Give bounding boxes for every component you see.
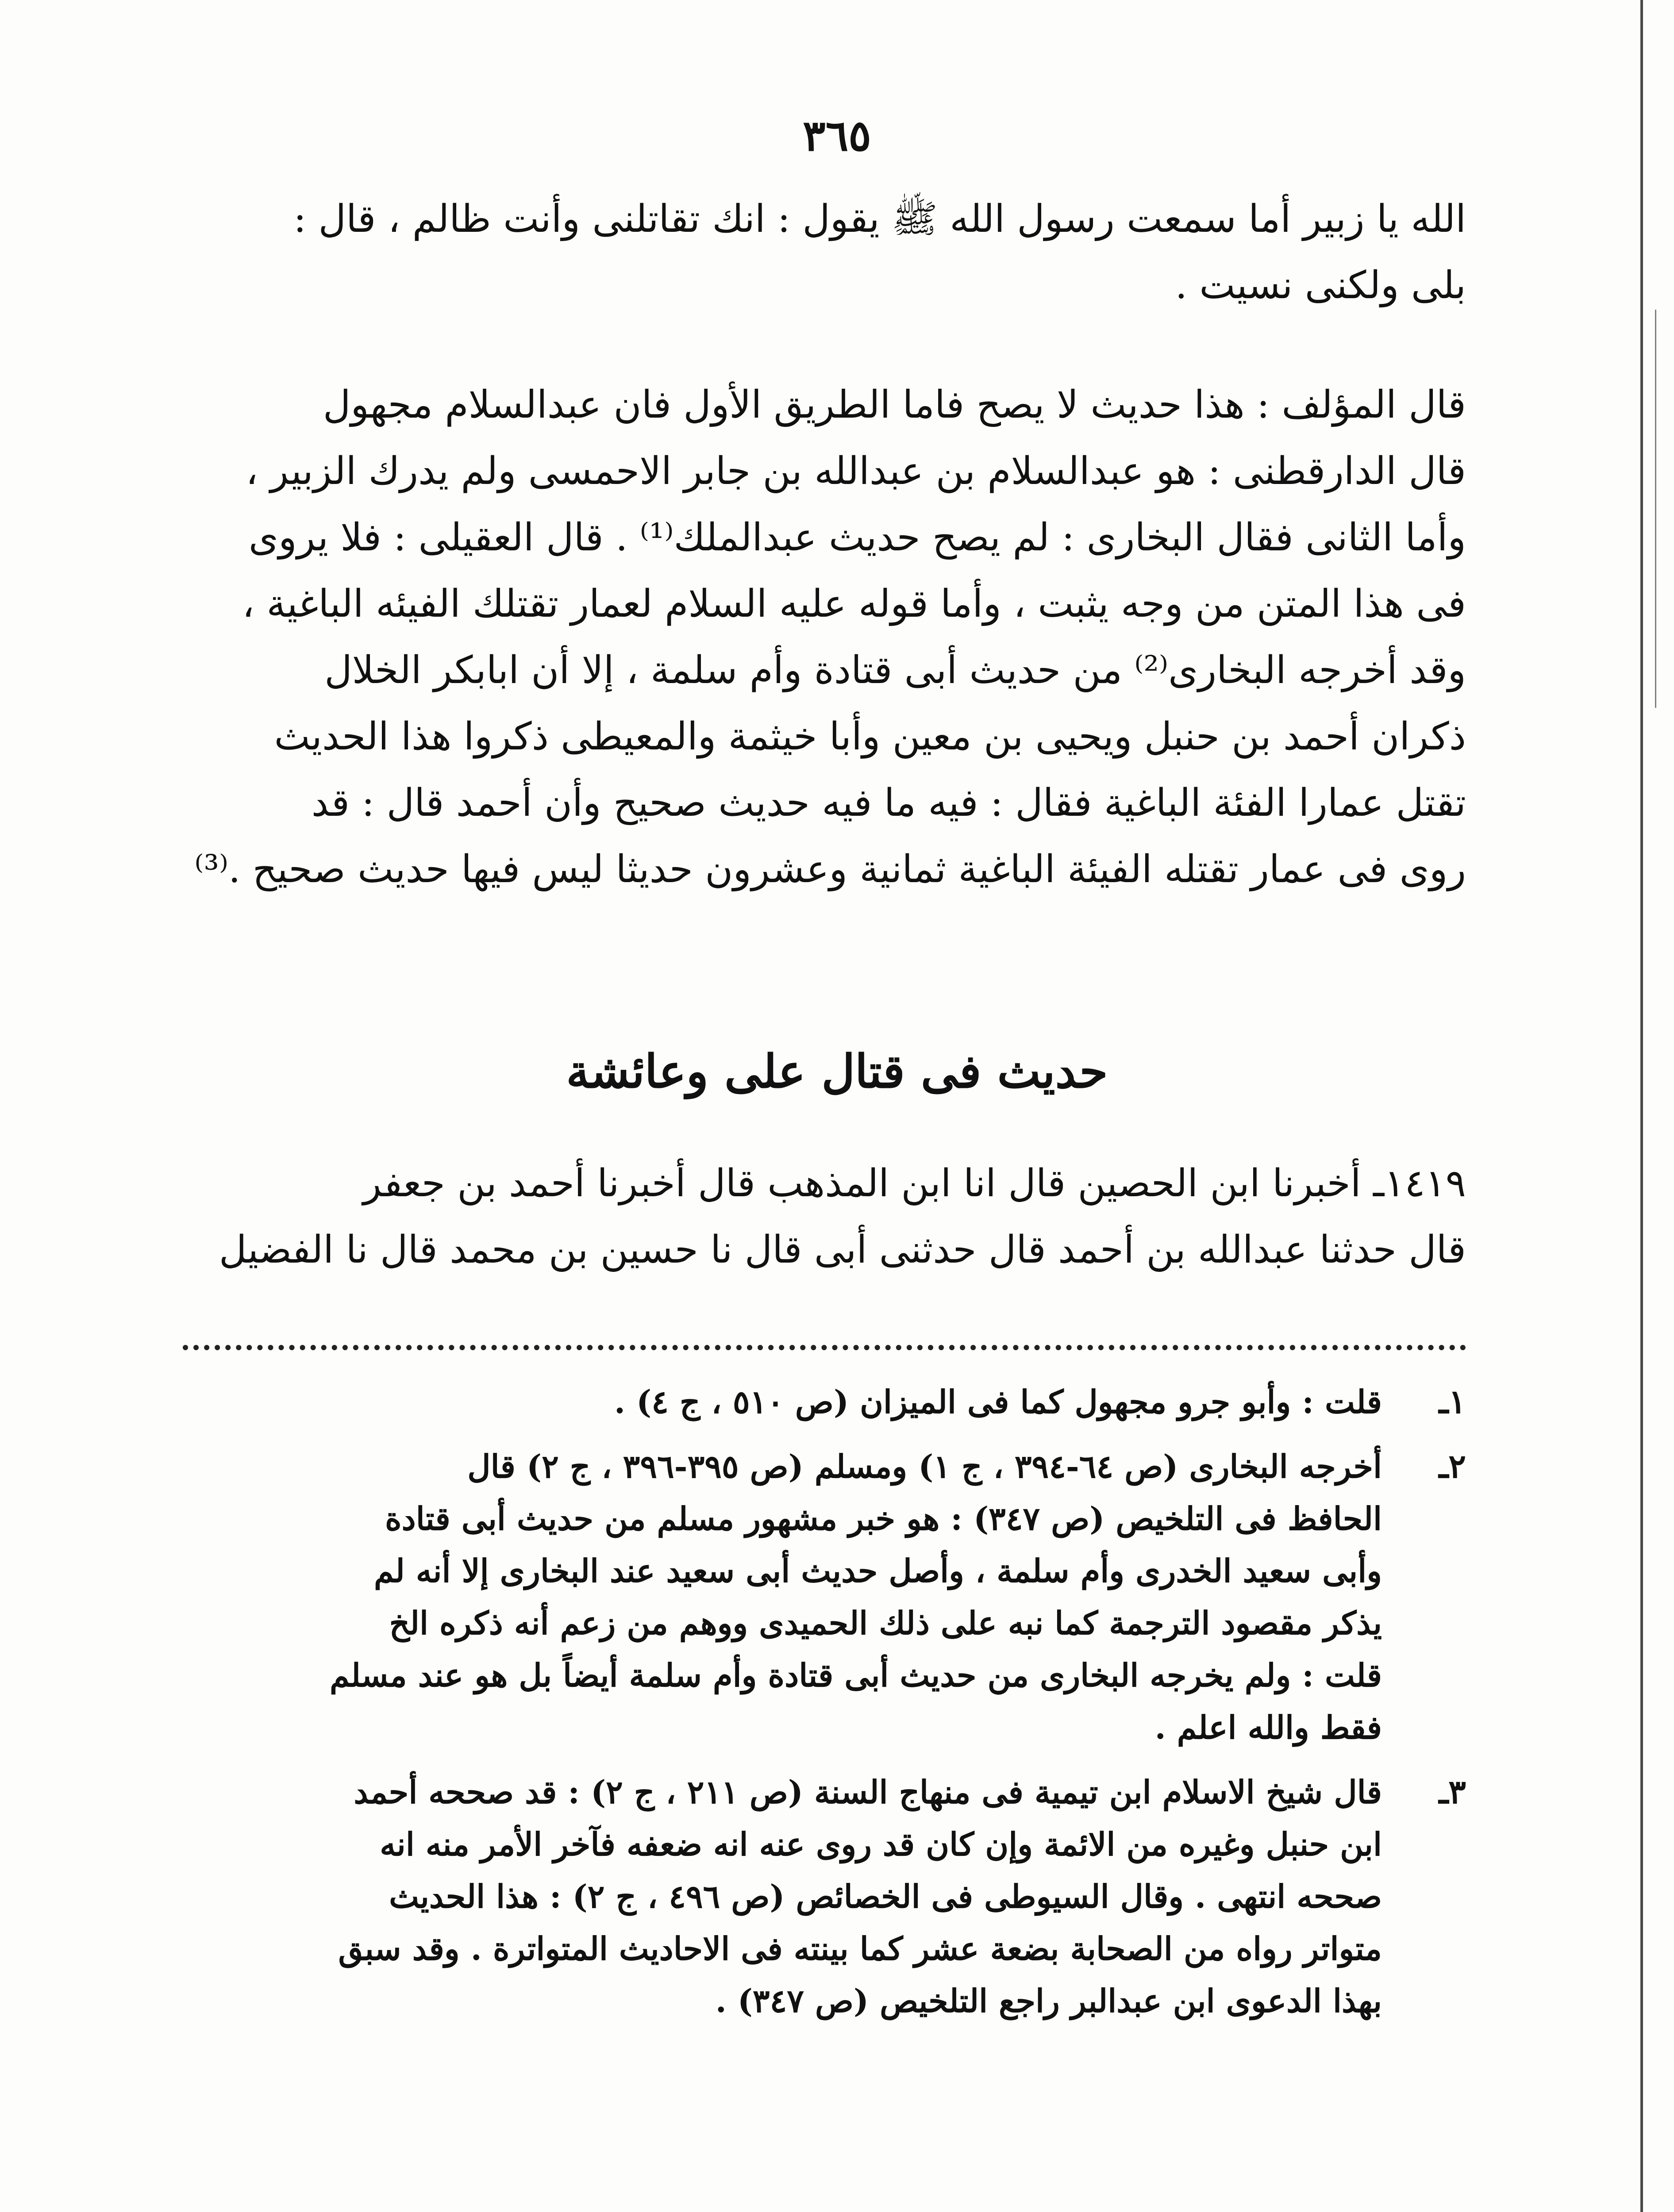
footnote-line: أخرجه البخارى (ص ٦٤-٣٩٤ ، ج ١) ومسلم (ص ٣٩٥-٣٩٦ ، ج ٢) قال [467,1448,1382,1485]
footnote-marker: ١ـ [1439,1383,1466,1421]
footnote-2 [183,1440,1466,1754]
text-line: قال حدثنا عبدالله بن أحمد قال حدثنى أبى قال نا حسين بن محمد قال نا الفضيل [219,1228,1466,1272]
hadith-isnad-paragraph [183,1150,1466,1283]
page-number: ٣٦٥ [803,111,871,161]
footnote-line: صححه انتهى . وقال السيوطى فى الخصائص (ص ٤٩٦ ، ج ٢) : هذا الحديث [389,1878,1382,1915]
footnote-3 [183,1766,1466,2027]
text-line: قال المؤلف : هذا حديث لا يصح فاما الطريق الأول فان عبدالسلام مجهول [323,383,1466,427]
text-line: وقد أخرجه البخارى⁽²⁾ من حديث أبى قتادة وأم سلمة ، إلا أن ابابكر الخلال [324,648,1466,692]
footnote-line: قال شيخ الاسلام ابن تيمية فى منهاج السنة (ص ٢١١ ، ج ٢) : قد صححه أحمد [354,1773,1382,1811]
text-line: قال الدارقطنى : هو عبدالسلام بن عبدالله بن جابر الاحمسى ولم يدرك الزبير ، [246,449,1466,493]
footnotes [183,1376,1466,2039]
page-edge-mark [1655,310,1656,708]
text-line: ١٤١٩ـ أخبرنا ابن الحصين قال انا ابن المذهب قال أخبرنا أحمد بن جعفر [363,1161,1466,1206]
text-line: وأما الثانى فقال البخارى : لم يصح حديث عبدالملك⁽¹⁾ . قال العقيلى : فلا يروى [248,515,1466,560]
footnote-marker: ٢ـ [1439,1448,1466,1486]
text-line: تقتل عمارا الفئة الباغية فقال : فيه ما فيه حديث صحيح وأن أحمد قال : قد [311,781,1466,825]
footnote-line: قلت : ولم يخرجه البخارى من حديث أبى قتادة وأم سلمة أيضاً بل هو عند مسلم [330,1656,1382,1694]
footnote-line: متواتر رواه من الصحابة بضعة عشر كما بينته فى الاحاديث المتواترة . وقد سبق [338,1930,1382,1967]
footnote-line: وأبى سعيد الخدرى وأم سلمة ، وأصل حديث أبى سعيد عند البخارى إلا أنه لم [373,1552,1382,1590]
text-line: روى فى عمار تقتله الفيئة الباغية ثمانية وعشرون حديثا ليس فيها حديث صحيح .⁽³⁾ [194,847,1466,891]
section-heading: حديث فى قتال على وعائشة [566,1044,1108,1098]
text-line: الله يا زبير أما سمعت رسول الله ﷺ يقول : انك تقاتلنى وأنت ظالم ، قال : [293,197,1466,241]
footnote-line: الحافظ فى التلخيص (ص ٣٤٧) : هو خبر مشهور مسلم من حديث أبى قتادة [385,1500,1382,1537]
footnote-1 [183,1376,1466,1428]
footnote-line: بهذا الدعوى ابن عبدالبر راجع التلخيص (ص ٣٤٧) . [715,1982,1382,2020]
footnote-separator [183,1345,1466,1350]
footnote-marker: ٣ـ [1439,1773,1466,1811]
page-edge-line [1640,0,1643,2212]
text-line: فى هذا المتن من وجه يثبت ، وأما قوله عليه السلام لعمار تقتلك الفيئه الباغية ، [242,582,1466,626]
footnote-line: ابن حنبل وغيره من الائمة وإن كان قد روى عنه انه ضعفه فآخر الأمر منه انه [380,1825,1382,1863]
text-line: ذكران أحمد بن حنبل ويحيى بن معين وأبا خيثمة والمعيطى ذكروا هذا الحديث [274,714,1466,759]
footnote-line: يذكر مقصود الترجمة كما نبه على ذلك الحميدى ووهم من زعم أنه ذكره الخ [389,1604,1382,1642]
footnote-line: فقط والله اعلم . [1154,1709,1382,1746]
paragraph-continuation [183,186,1466,319]
text-line: بلى ولكنى نسيت . [1175,263,1466,307]
author-commentary-paragraph [183,372,1466,902]
footnote-line: قلت : وأبو جرو مجهول كما فى الميزان (ص ٥١٠ ، ج ٤) . [614,1383,1382,1421]
